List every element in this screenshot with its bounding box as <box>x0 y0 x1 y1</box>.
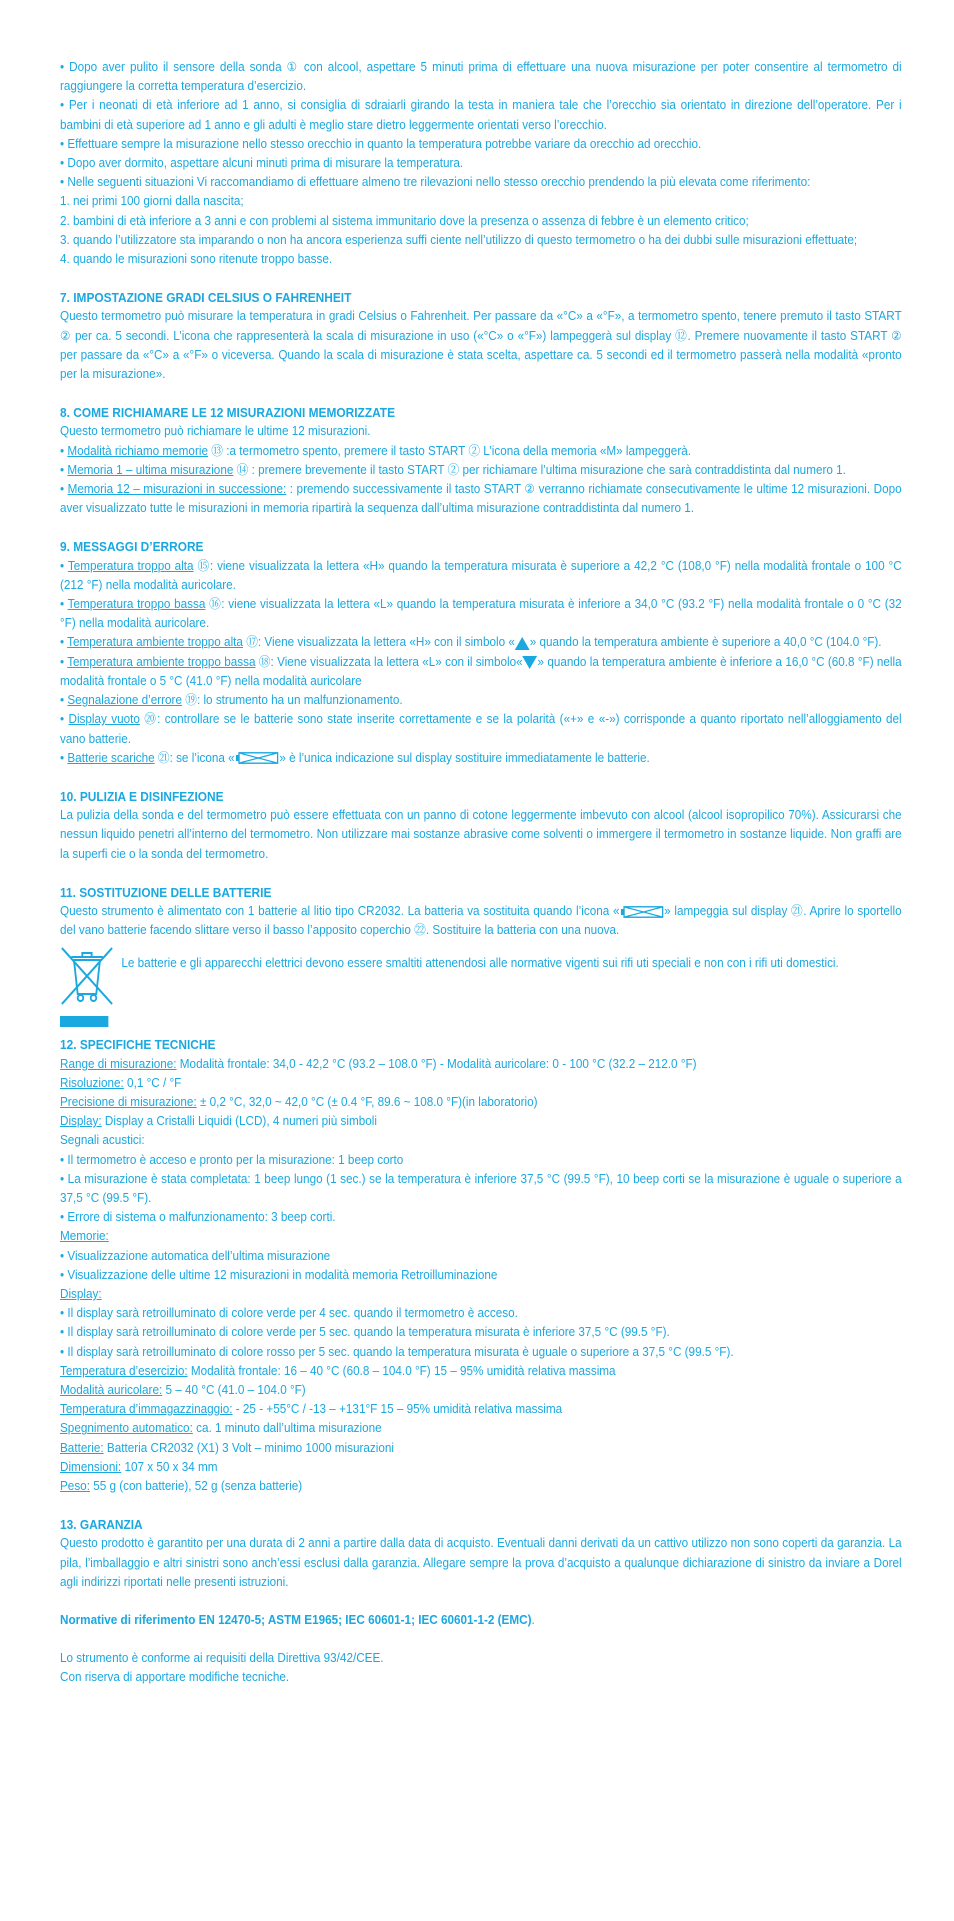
item-label: Modalità richiamo memorie <box>67 443 208 458</box>
item-label: Temperatura troppo alta <box>67 558 194 573</box>
section-text: La pulizia della sonda e del termometro può essere effettuata con un panno di cotone leggermente imbevuto con alcool (alcool isopropilico 70%). Assicurarsi che nessun liquido penetri all’interno del termometro. Non utilizzare mai sostanze abrasive come solventi o immergere il termometro in sostanze liquide. Non graffi are la superfi cie o la sonda del termometro. <box>60 808 902 861</box>
item-label: Display vuoto <box>68 712 140 727</box>
section-celsius-fahrenheit <box>60 288 902 384</box>
spec-label: Display: <box>60 1114 102 1129</box>
item-label: Segnalazione d’errore <box>67 693 182 708</box>
spec-line <box>60 1227 902 1246</box>
spec-label: Memorie: <box>60 1229 109 1244</box>
spec-line <box>60 1266 902 1285</box>
spec-value: • Visualizzazione automatica dell’ultima misurazione <box>60 1248 331 1263</box>
spec-line <box>60 1093 902 1112</box>
crossed-bin-icon <box>60 946 114 1006</box>
item-text: ⑳: controllare se le batterie sono state inserite correttamente e se la polarità («+» e «-») corrisponde a quanto riportato nell’alloggiamento del vano batterie. <box>60 712 902 746</box>
section-title: 12. SPECIFICHE TECNICHE <box>60 1037 216 1053</box>
footer-line: Con riserva di apportare modifiche tecniche. <box>60 1670 290 1685</box>
spec-value: • Il termometro è acceso e pronto per la misurazione: 1 beep corto <box>60 1152 404 1167</box>
list-item: • Modalità richiamo memorie ⑬ :a termometro spento, premere il tasto START ② L’icona della memoria «M» lampeggerà. <box>60 443 691 458</box>
list-item: • Batterie scariche ㉑: se l’icona « » è l’unica indicazione sul display sostituire immediatamente le batterie. <box>60 750 650 765</box>
section-text: Questo prodotto è garantito per una durata di 2 anni a partire dalla data di acquisto. Eventuali danni derivati da un cattivo utilizzo non sono coperti da garanzia. La pila, l’imballaggio e altri sinistri sono anch’essi esclusi dalla garanzia. Allegare sempre la prova d’acquisto a qualunque dichiarazione di sinistro da inviare a Dorel agli indirizzi riportati nelle presenti istruzioni. <box>60 1536 902 1589</box>
text-part: Questo strumento è alimentato con 1 batterie al litio tipo CR2032. La batteria va sostituita quando l’icona « <box>60 903 620 918</box>
section-battery-replacement <box>60 883 902 1028</box>
item-text: ⑭ : premere brevemente il tasto START ② per richiamare l’ultima misurazione che sarà contraddistinta dal numero 1. <box>233 462 846 477</box>
battery-icon <box>620 906 663 918</box>
spec-label: Peso: <box>60 1479 90 1493</box>
item-text: » quando la temperatura ambiente è inferiore a 16,0 °C (60.8 °F) nella modalità frontale o 5 °C (41.0 °F) nella modalità auricolare <box>60 654 902 688</box>
spec-line <box>60 1170 902 1208</box>
section-title: 10. PULIZIA E DISINFEZIONE <box>60 788 224 804</box>
spec-value: Display a Cristalli Liquidi (LCD), 4 numeri più simboli <box>101 1114 377 1129</box>
spec-line <box>60 1439 902 1458</box>
spec-label: Dimensioni: <box>60 1459 122 1474</box>
list-item: • Memoria 1 – ultima misurazione ⑭ : premere brevemente il tasto START ② per richiamare l’ultima misurazione che sarà contraddistinta dal numero 1. <box>60 462 846 477</box>
triangle-up-icon <box>515 637 530 650</box>
spec-value: • La misurazione è stata completata: 1 beep lungo (1 sec.) se la temperatura è inferiore 37,5 °C (99.5 °F), 10 beep corti se la misurazione è uguale o superiore a 37,5 °C (99.5 °F). <box>60 1171 902 1205</box>
item-text: » è l’unica indicazione sul display sostituire immediatamente le batterie. <box>279 750 650 765</box>
divider-bar <box>60 1016 108 1027</box>
spec-line <box>60 1400 902 1419</box>
section-text: Questo termometro può richiamare le ultime 12 misurazioni. <box>60 424 371 439</box>
weee-notice <box>60 946 902 1006</box>
spec-line <box>60 1074 902 1093</box>
text-part: » lampeggia sul display ㉑. Aprire lo sportello del vano batterie facendo slittare verso il basso l’apposito coperchio ㉒. Sostituire la batteria con una nuova. <box>60 903 902 938</box>
list-item: • Temperatura troppo bassa ⑯: viene visualizzata la lettera «L» quando la temperatura misurata è inferiore a 34,0 °C (93.2 °F) nella modalità frontale o 0 °C (32 °F) nella modalità auricolare. <box>60 597 902 631</box>
weee-text: Le batterie e gli apparecchi elettrici devono essere smaltiti attenendosi alle normative vigenti sui rifi uti speciali e non con i rifi uti domestici. <box>121 956 839 971</box>
spec-label: Range di misurazione: <box>60 1056 177 1071</box>
section-title: 11. SOSTITUZIONE DELLE BATTERIE <box>60 884 272 900</box>
item-label: Temperatura ambiente troppo bassa <box>67 654 256 669</box>
spec-value: • Il display sarà retroilluminato di colore verde per 4 sec. quando il termometro è acceso. <box>60 1306 518 1321</box>
spec-value: • Il display sarà retroilluminato di colore verde per 5 sec. quando la temperatura misurata è inferiore 37,5 °C (99.5 °F). <box>60 1325 670 1340</box>
section-title: 8. COME RICHIAMARE LE 12 MISURAZIONI MEMORIZZATE <box>60 405 396 421</box>
item-label: Batterie scariche <box>67 750 155 765</box>
spec-line <box>60 1343 902 1362</box>
spec-line <box>60 1458 902 1477</box>
spec-line <box>60 1247 902 1266</box>
spec-line <box>60 1362 902 1381</box>
intro-notes <box>60 58 902 269</box>
spec-line <box>60 1477 902 1496</box>
spec-value: 0,1 °C / °F <box>123 1075 182 1090</box>
spec-value: 5 – 40 °C (41.0 – 104.0 °F) <box>162 1382 306 1397</box>
intro-line: 4. quando le misurazioni sono ritenute troppo basse. <box>60 252 333 267</box>
spec-label: Temperatura d’esercizio: <box>60 1363 188 1378</box>
manual-page <box>60 58 902 1688</box>
section-error-messages <box>60 537 902 767</box>
intro-line: 2. bambini di età inferiore a 3 anni e con problemi al sistema immunitario dove la presenza o assenza di febbre è un elemento critico; <box>60 213 749 228</box>
list-item: • Temperatura troppo alta ⑮: viene visualizzata la lettera «H» quando la temperatura misurata è superiore a 42,2 °C (108,0 °F) nella modalità frontale o 100 °C (212 °F) nella modalità auricolare. <box>60 558 902 592</box>
spec-value: ± 0,2 °C, 32,0 ~ 42,0 °C (± 0.4 °F, 89.6 ~ 108.0 °F)(in laboratorio) <box>196 1094 538 1109</box>
section-title: 7. IMPOSTAZIONE GRADI CELSIUS O FAHRENHEIT <box>60 290 352 306</box>
section-memory-recall <box>60 403 902 518</box>
spec-line <box>60 1055 902 1074</box>
item-text: ⑮: viene visualizzata la lettera «H» quando la temperatura misurata è superiore a 42,2 °C (108,0 °F) nella modalità frontale o 100 °C (212 °F) nella modalità auricolare. <box>60 558 902 592</box>
spec-label: Spegnimento automatico: <box>60 1421 193 1436</box>
item-text: ⑬ :a termometro spento, premere il tasto START ② L’icona della memoria «M» lampeggerà. <box>207 443 691 458</box>
section-text: Questo termometro può misurare la temperatura in gradi Celsius o Fahrenheit. Per passare da «°C» a «°F», a termometro spento, tenere premuto il tasto START ② per ca. 5 secondi. L’icona che rappresenterà la scala di misurazione in uso («°C» o «°F») lampeggerà sul display ⑫. Premere nuovamente il tasto START ② per passare da «°C» a «°F» o viceversa. Quando la scala di misurazione è stata scelta, aspettare ca. 5 secondi ed il termometro passerà nella modalità «pronto per la misurazione». <box>60 309 902 382</box>
spec-line <box>60 1208 902 1227</box>
spec-value: Modalità frontale: 34,0 - 42,2 °C (93.2 – 108.0 °F) - Modalità auricolare: 0 - 100 °C (32.2 – 212.0 °F) <box>176 1056 697 1071</box>
section-text <box>60 902 902 940</box>
intro-line: 1. nei primi 100 giorni dalla nascita; <box>60 194 244 209</box>
section-specifications <box>60 1035 902 1496</box>
spec-line <box>60 1381 902 1400</box>
intro-line: • Per i neonati di età inferiore ad 1 anno, si consiglia di sdraiarli girando la testa in maniera tale che l’orecchio sia orientato in direzione dell’operatore. Per i bambini di età superiore ad 1 anno e gli adulti è meglio stare dietro leggermente orientati verso l’orecchio. <box>60 98 902 132</box>
spec-value: • Il display sarà retroilluminato di colore rosso per 5 sec. quando la temperatura misurata è uguale o superiore a 37,5 °C (99.5 °F). <box>60 1344 734 1359</box>
item-text: ㉑: se l’icona « <box>154 750 235 765</box>
list-item: • Display vuoto ⑳: controllare se le batterie sono state inserite correttamente e se la polarità («+» e «-») corrisponde a quanto riportato nell’alloggiamento del vano batterie. <box>60 712 902 746</box>
list-item: • Temperatura ambiente troppo alta ⑰: Viene visualizzata la lettera «H» con il simbolo « » quando la temperatura ambiente è superiore a 40,0 °C (104.0 °F). <box>60 635 882 650</box>
spec-label: Temperatura d’immagazzinaggio: <box>60 1402 233 1417</box>
item-text: ⑰: Viene visualizzata la lettera «H» con il simbolo « <box>242 635 515 650</box>
spec-label: Modalità auricolare: <box>60 1382 163 1397</box>
intro-line: 3. quando l’utilizzatore sta imparando o non ha ancora esperienza suffi ciente nell’utilizzo di questo termometro o ha dei dubbi sulle misurazioni effettuate; <box>60 232 858 247</box>
battery-icon <box>236 752 279 764</box>
spec-line <box>60 1151 902 1170</box>
spec-value: • Visualizzazione delle ultime 12 misurazioni in modalità memoria Retroilluminazione <box>60 1267 498 1282</box>
list-item: • Temperatura ambiente troppo bassa ⑱: Viene visualizzata la lettera «L» con il simbolo« » quando la temperatura ambiente è inferiore a 16,0 °C (60.8 °F) nella modalità frontale o 5 °C (41.0 °F) nella modalità auricolare <box>60 654 902 688</box>
spec-line <box>60 1112 902 1131</box>
item-text: ⑱: Viene visualizzata la lettera «L» con il simbolo« <box>255 654 523 669</box>
spec-list <box>60 1055 902 1497</box>
item-label: Memoria 1 – ultima misurazione <box>67 462 234 477</box>
spec-line <box>60 1323 902 1342</box>
triangle-down-icon <box>523 656 538 669</box>
spec-label: Risoluzione: <box>60 1075 124 1090</box>
spec-label: Precisione di misurazione: <box>60 1094 197 1109</box>
spec-value: • Errore di sistema o malfunzionamento: 3 beep corti. <box>60 1210 336 1225</box>
spec-label: Batterie: <box>60 1440 104 1455</box>
section-title: 9. MESSAGGI D’ERRORE <box>60 539 204 555</box>
intro-line: • Dopo aver pulito il sensore della sonda ① con alcool, aspettare 5 minuti prima di effettuare una nuova misurazione per poter consentire al termometro di raggiungere la corretta temperatura d’esercizio. <box>60 60 902 94</box>
item-label: Temperatura ambiente troppo alta <box>67 635 243 650</box>
item-label: Temperatura troppo bassa <box>67 597 206 612</box>
list-item: • Memoria 12 – misurazioni in successione: : premendo successivamente il tasto START ② verranno richiamate consecutivamente le ultime 12 misurazioni. Dopo aver visualizzato tutte le misurazioni in memoria ripartirà la sequenza dall’ultima misurazione contraddistinta dal numero 1. <box>60 482 902 516</box>
spec-value: 55 g (con batterie), 52 g (senza batterie) <box>89 1479 303 1493</box>
norms-end: . <box>531 1613 535 1628</box>
list-item: • Segnalazione d’errore ⑲: lo strumento ha un malfunzionamento. <box>60 693 403 708</box>
spec-label: Display: <box>60 1286 102 1301</box>
norms-line <box>60 1611 902 1630</box>
spec-line <box>60 1304 902 1323</box>
spec-line <box>60 1131 902 1150</box>
spec-value: Batteria CR2032 (X1) 3 Volt – minimo 1000 misurazioni <box>103 1440 394 1455</box>
spec-value: Modalità frontale: 16 – 40 °C (60.8 – 104.0 °F) 15 – 95% umidità relativa massima <box>187 1363 616 1378</box>
section-cleaning <box>60 787 902 864</box>
section-title: 13. GARANZIA <box>60 1517 143 1533</box>
item-text: ⑯: viene visualizzata la lettera «L» quando la temperatura misurata è inferiore a 34,0 °C (93.2 °F) nella modalità frontale o 0 °C (32 °F) nella modalità auricolare. <box>60 597 902 631</box>
norms-text: Normative di riferimento EN 12470-5; ASTM E1965; IEC 60601-1; IEC 60601-1-2 (EMC) <box>60 1613 532 1628</box>
intro-line: • Nelle seguenti situazioni Vi raccomandiamo di effettuare almeno tre rilevazioni nello stesso orecchio prendendo la più elevata come riferimento: <box>60 175 811 190</box>
footer-line: Lo strumento è conforme ai requisiti della Direttiva 93/42/CEE. <box>60 1651 384 1666</box>
spec-value: - 25 - +55°C / -13 – +131°F 15 – 95% umidità relativa massima <box>232 1402 563 1417</box>
spec-value: Segnali acustici: <box>60 1133 145 1148</box>
spec-value: 107 x 50 x 34 mm <box>121 1459 218 1474</box>
spec-line <box>60 1419 902 1438</box>
intro-line: • Effettuare sempre la misurazione nello stesso orecchio in quanto la temperatura potrebbe variare da orecchio ad orecchio. <box>60 136 702 151</box>
item-text: ⑲: lo strumento ha un malfunzionamento. <box>181 693 403 708</box>
spec-line <box>60 1285 902 1304</box>
item-text: : premendo successivamente il tasto START ② verranno richiamate consecutivamente le ultime 12 misurazioni. Dopo aver visualizzato tutte le misurazioni in memoria ripartirà la sequenza dall’ultima misurazione contraddistinta dal numero 1. <box>60 482 902 516</box>
section-warranty <box>60 1515 902 1592</box>
intro-line: • Dopo aver dormito, aspettare alcuni minuti prima di misurare la temperatura. <box>60 156 464 171</box>
item-label: Memoria 12 – misurazioni in successione: <box>67 482 287 497</box>
spec-value: ca. 1 minuto dall’ultima misurazione <box>192 1421 382 1436</box>
item-text: » quando la temperatura ambiente è superiore a 40,0 °C (104.0 °F). <box>529 635 882 650</box>
